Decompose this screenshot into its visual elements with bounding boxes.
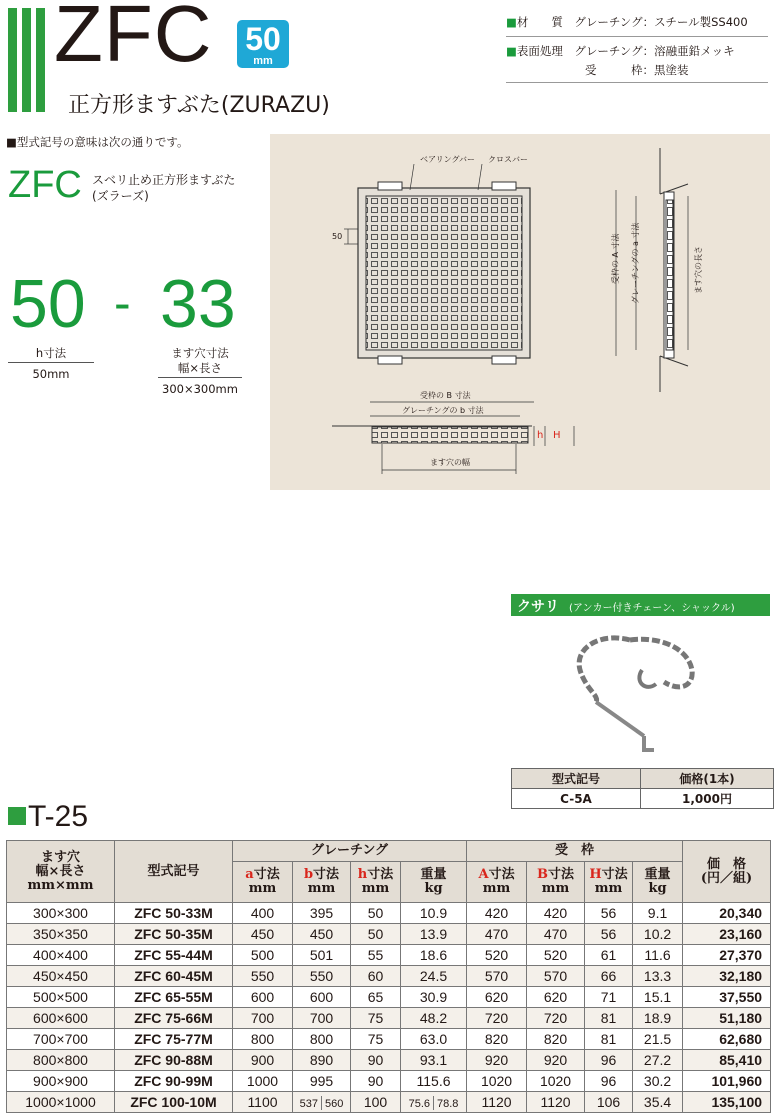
cell-model: ZFC 90-99M [115, 1071, 233, 1092]
cell-model: ZFC 90-88M [115, 1050, 233, 1071]
cell-H: 56 [585, 924, 633, 945]
cell-h: 55 [351, 945, 401, 966]
cell-H: 56 [585, 903, 633, 924]
label-cross-bar: クロスバー [488, 155, 528, 164]
cell-size: 500×500 [7, 987, 115, 1008]
table-row [7, 1092, 771, 1113]
table-row [7, 924, 771, 945]
col-b: b寸法 mm [293, 862, 351, 903]
cell-B: 420 [527, 903, 585, 924]
cell-price: 32,180 [683, 966, 771, 987]
table-row [7, 1029, 771, 1050]
cell-H: 106 [585, 1092, 633, 1113]
table-row [7, 945, 771, 966]
cell-a: 400 [233, 903, 293, 924]
cell-model: ZFC 50-33M [115, 903, 233, 924]
chain-price: 1,000円 [641, 789, 774, 809]
cell-b: 995 [293, 1071, 351, 1092]
technical-drawing [270, 134, 770, 490]
cell-model: ZFC 65-55M [115, 987, 233, 1008]
table-row [7, 1071, 771, 1092]
cell-h: 90 [351, 1071, 401, 1092]
cell-H: 81 [585, 1029, 633, 1050]
size-badge [237, 20, 289, 68]
cell-H: 71 [585, 987, 633, 1008]
label-H: H [553, 430, 561, 441]
code-dash: - [114, 275, 131, 331]
underline [8, 362, 94, 363]
cell-h: 90 [351, 1050, 401, 1071]
label-dim-50: 50 [332, 232, 343, 241]
bullet-icon: ■ [506, 44, 517, 58]
cell-model: ZFC 55-44M [115, 945, 233, 966]
table-row [7, 987, 771, 1008]
col-B: B寸法 mm [527, 862, 585, 903]
col-A: A寸法 mm [467, 862, 527, 903]
cell-size: 700×700 [7, 1029, 115, 1050]
cell-B: 470 [527, 924, 585, 945]
cell-H: 96 [585, 1071, 633, 1092]
cell-a: 600 [233, 987, 293, 1008]
cell-b: 600 [293, 987, 351, 1008]
cell-h: 75 [351, 1029, 401, 1050]
col-H: H寸法 mm [585, 862, 633, 903]
label-hole-length: ます穴の長さ [694, 246, 703, 294]
drawing-panel [270, 134, 770, 490]
cell-b: 537 560 [293, 1092, 351, 1113]
cell-B: 520 [527, 945, 585, 966]
cell-a: 800 [233, 1029, 293, 1050]
cell-B: 820 [527, 1029, 585, 1050]
hole-label-2: 幅×長さ [177, 361, 223, 375]
cell-h: 75 [351, 1008, 401, 1029]
cell-A: 520 [467, 945, 527, 966]
cell-B: 1020 [527, 1071, 585, 1092]
header-bar [22, 8, 31, 112]
cell-price: 20,340 [683, 903, 771, 924]
cell-price: 101,960 [683, 1071, 771, 1092]
cell-w: 13.9 [401, 924, 467, 945]
cell-B: 1120 [527, 1092, 585, 1113]
chain-image [560, 622, 710, 757]
cell-a: 450 [233, 924, 293, 945]
cell-size: 400×400 [7, 945, 115, 966]
table-row [7, 966, 771, 987]
cell-h: 60 [351, 966, 401, 987]
cell-a: 550 [233, 966, 293, 987]
cell-model: ZFC 50-35M [115, 924, 233, 945]
cell-b: 550 [293, 966, 351, 987]
col-weight: 重量 kg [401, 862, 467, 903]
table-row [7, 903, 771, 924]
cell-w2: 15.1 [633, 987, 683, 1008]
hole-label: ます穴寸法 [171, 346, 229, 360]
cell-w2: 21.5 [633, 1029, 683, 1050]
cell-price: 85,410 [683, 1050, 771, 1071]
cell-a: 1100 [233, 1092, 293, 1113]
cell-w2: 27.2 [633, 1050, 683, 1071]
badge-number: 50 [245, 21, 281, 57]
cell-w: 30.9 [401, 987, 467, 1008]
cell-A: 1120 [467, 1092, 527, 1113]
col-price: 価 格 (円／組) [683, 841, 771, 903]
cell-model: ZFC 100-10M [115, 1092, 233, 1113]
label-frame-b: 受枠の B 寸法 [420, 391, 471, 400]
cell-price: 62,680 [683, 1029, 771, 1050]
divider [506, 82, 768, 83]
label-grating-a: グレーチングの a 寸法 [631, 222, 640, 304]
square-icon [8, 807, 26, 825]
chain-header [511, 594, 770, 616]
cell-w: 115.6 [401, 1071, 467, 1092]
cell-h: 50 [351, 924, 401, 945]
spec-surface: ■表面処理 グレーチング：溶融亜鉛メッキ [506, 44, 735, 58]
table-row [7, 1050, 771, 1071]
cell-B: 720 [527, 1008, 585, 1029]
cell-A: 420 [467, 903, 527, 924]
label-bearing-bar: ベアリングバー [420, 155, 476, 164]
col-h: h寸法 mm [351, 862, 401, 903]
cell-B: 570 [527, 966, 585, 987]
code-note: ■型式記号の意味は次の通りです。 [6, 135, 189, 149]
cell-price: 135,100 [683, 1092, 771, 1113]
header-bar [8, 8, 17, 112]
cell-a: 900 [233, 1050, 293, 1071]
cell-w2: 18.9 [633, 1008, 683, 1029]
col-model: 型式記号 [115, 841, 233, 903]
cell-h: 100 [351, 1092, 401, 1113]
chain-col-model: 型式記号 [512, 769, 641, 789]
cell-model: ZFC 75-77M [115, 1029, 233, 1050]
cell-w2: 35.4 [633, 1092, 683, 1113]
product-subtitle: 正方形ますぶた(ZURAZU) [68, 93, 330, 118]
col-a: a寸法 mm [233, 862, 293, 903]
badge-unit: mm [253, 55, 273, 67]
col-size: ます穴 幅×長さ mm×mm [7, 841, 115, 903]
cell-size: 900×900 [7, 1071, 115, 1092]
cell-w: 93.1 [401, 1050, 467, 1071]
cell-w2: 10.2 [633, 924, 683, 945]
cell-w: 75.6 78.8 [401, 1092, 467, 1113]
cell-H: 61 [585, 945, 633, 966]
cell-B: 620 [527, 987, 585, 1008]
cell-w: 63.0 [401, 1029, 467, 1050]
cell-b: 800 [293, 1029, 351, 1050]
cell-A: 570 [467, 966, 527, 987]
chain-col-price: 価格(1本) [641, 769, 774, 789]
col-frame: 受 枠 [467, 841, 683, 862]
cell-w: 10.9 [401, 903, 467, 924]
cell-H: 81 [585, 1008, 633, 1029]
col-weight2: 重量 kg [633, 862, 683, 903]
cell-B: 920 [527, 1050, 585, 1071]
chain-title: クサリ [517, 599, 559, 615]
cell-h: 65 [351, 987, 401, 1008]
cell-w: 18.6 [401, 945, 467, 966]
label-hole-width: ます穴の幅 [430, 458, 470, 467]
cell-size: 450×450 [7, 966, 115, 987]
spec-frame: 受 枠：黒塗装 [585, 63, 689, 77]
table-title: T-25 [8, 800, 88, 834]
cell-w2: 13.3 [633, 966, 683, 987]
h-value: 50mm [32, 367, 70, 381]
code-prefix: ZFC [8, 164, 82, 206]
label-h: h [537, 430, 544, 441]
cell-price: 27,370 [683, 945, 771, 966]
code-size: 33 [160, 266, 236, 342]
bullet-icon: ■ [506, 15, 517, 29]
cell-a: 1000 [233, 1071, 293, 1092]
cell-price: 37,550 [683, 987, 771, 1008]
hole-value: 300×300mm [162, 382, 238, 396]
cell-model: ZFC 75-66M [115, 1008, 233, 1029]
cell-h: 50 [351, 903, 401, 924]
cell-size: 1000×1000 [7, 1092, 115, 1113]
cell-size: 350×350 [7, 924, 115, 945]
cell-A: 820 [467, 1029, 527, 1050]
cell-w2: 9.1 [633, 903, 683, 924]
cell-w2: 30.2 [633, 1071, 683, 1092]
label-frame-a: 受枠の A 寸法 [611, 233, 620, 284]
h-label: h寸法 [35, 346, 67, 360]
cell-b: 700 [293, 1008, 351, 1029]
cell-H: 96 [585, 1050, 633, 1071]
cell-w: 48.2 [401, 1008, 467, 1029]
cell-A: 1020 [467, 1071, 527, 1092]
header-bar [36, 8, 45, 112]
cell-model: ZFC 60-45M [115, 966, 233, 987]
price-table [6, 840, 771, 1113]
cell-a: 500 [233, 945, 293, 966]
cell-A: 920 [467, 1050, 527, 1071]
divider [506, 36, 768, 37]
cell-H: 66 [585, 966, 633, 987]
underline [158, 377, 242, 378]
cell-A: 720 [467, 1008, 527, 1029]
cell-b: 395 [293, 903, 351, 924]
cell-size: 600×600 [7, 1008, 115, 1029]
series-title: ZFC [54, 0, 213, 78]
cell-b: 450 [293, 924, 351, 945]
chain-model: C-5A [512, 789, 641, 809]
col-grating: グレーチング [233, 841, 467, 862]
chain-table [511, 768, 774, 809]
cell-price: 23,160 [683, 924, 771, 945]
cell-b: 890 [293, 1050, 351, 1071]
cell-A: 620 [467, 987, 527, 1008]
table-row [7, 1008, 771, 1029]
cell-w: 24.5 [401, 966, 467, 987]
cell-size: 300×300 [7, 903, 115, 924]
chain-subtitle: (アンカー付きチェーン、シャックル) [569, 603, 735, 614]
cell-a: 700 [233, 1008, 293, 1029]
cell-size: 800×800 [7, 1050, 115, 1071]
cell-w2: 11.6 [633, 945, 683, 966]
code-h: 50 [10, 266, 86, 342]
cell-b: 501 [293, 945, 351, 966]
spec-material: ■材 質 グレーチング：スチール製SS400 [506, 15, 748, 29]
code-description: スベリ止め正方形ますぶた (ズラーズ) [92, 173, 236, 203]
label-grating-b: グレーチングの b 寸法 [402, 406, 484, 415]
cell-price: 51,180 [683, 1008, 771, 1029]
cell-A: 470 [467, 924, 527, 945]
